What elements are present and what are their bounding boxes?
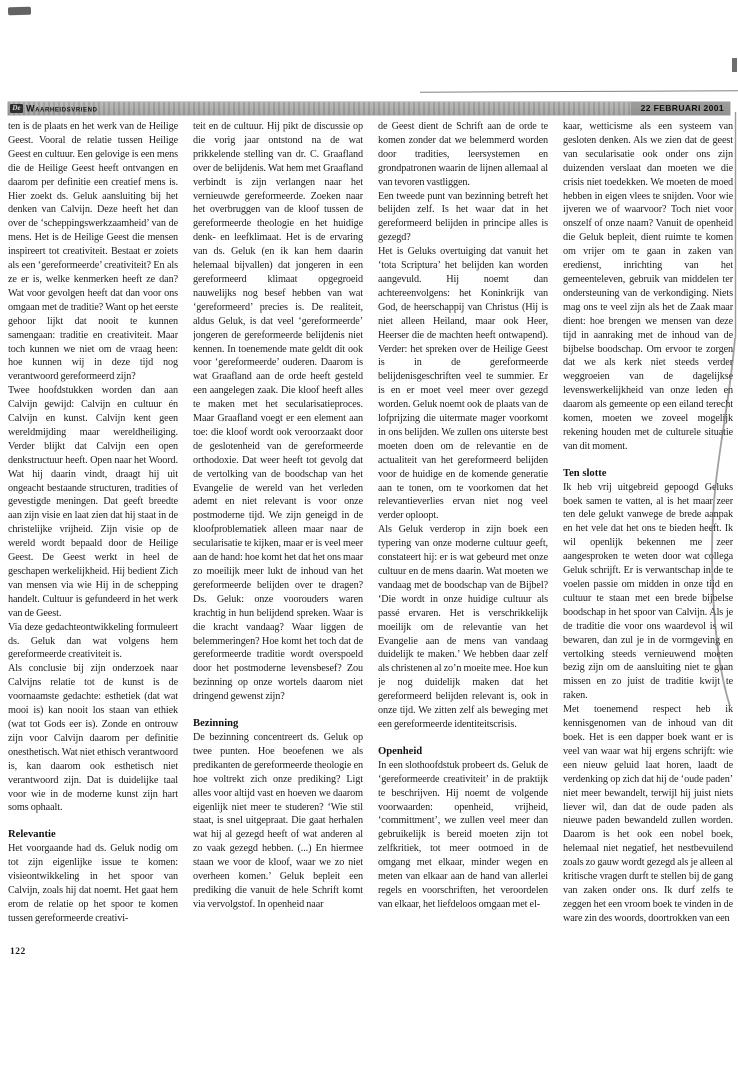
text-column (378, 120, 548, 960)
body-paragraph: Twee hoofdstukken worden dan aan Calvijn gewijd: Calvijn en cultuur én Calvijn en kunst. Calvijn kent geen wereldmijding maar wereldheiliging. Verder blijkt dat Calvijn een open denkstructuur heeft. Open naar het Woord. Wat hij daarin vindt, draagt hij uit ongeacht bestaande structuren, tradities of gevestigde meningen. Dat geeft breedte aan zijn visie en laat zien dat hij staat in de christelijke vrijheid. Zijn visie op de wereld wordt bepaald door de Heilige Geest. De Geest werkt in heel de geschapen werkelijkheid. Hij bedient Zich van mensen via wie Hij in de schepping handelt. Cultuur is gefundeerd in het werk van de Geest. (8, 385, 178, 619)
issue-date: 22 FEBRUARI 2001 (631, 102, 730, 115)
body-paragraph: kaar, wetticisme als een systeem van gesloten denken. Als we zien dat de geest van secularisatie ook onder ons zijn duizenden verslaat dan moeten we die crisis niet toedekken. We moeten de moed hebben in eigen vlees te snijden. Voor wie ijveren we of waarvoor? Toch niet voor onszelf of onze naam? Vanuit de openheid die Geluk bepleit, dient ruimte te komen om vrijer om te gaan in zaken van eredienst, inrichting van het gemeenteleven, gebruik van middelen ter ondersteuning van de verkondiging. Niets mag ons te veel zijn als het de Zaak maar dient: hoe brengen we mensen van deze tijd in aanraking met de inhoud van de bijbelse boodschap. Om ervoor te zorgen dat we als kerk niet steeds verder weggroeien van de dagelijkse levenswerkelijkheid van onze leden en daarom als gemeente op een eiland terecht komen, moeten we zoveel mogelijk rekening houden met de culturele situatie van dit moment. (563, 121, 733, 452)
text-column (193, 120, 363, 960)
text-column (8, 120, 178, 960)
body-paragraph: Via deze gedachteontwikkeling formuleert ds. Geluk dan wat volgens hem gereformeerde creativiteit is. (8, 621, 178, 661)
body-paragraph: Het is Geluks overtuiging dat vanuit het ‘tota Scriptura’ het belijden kan worden aangevuld. Hij noemt dan achtereenvolgens: het Koninkrijk van God, de heerschappij van Christus (Hij is niet alleen Heiland, maar ook Heer, Heerser die de machten heeft ontwapend). Verder: het spreken over de Heilige Geest is in de gereformeerde belijdenisgeschriften veel te summier. Er is en er moet veel meer over gezegd worden. Geluk noemt ook de plaats van de lofprijzing die uitermate mager voorkomt in ons belijden. We zullen ons uiterste best moeten doen om de relevantie en de actualiteit van het gereformeerd belijden voor de huidige en de komende generatie aan te tonen, om te voorkomen dat het relevantieverlies ervan niet nog veel verder oploopt. (378, 246, 548, 522)
body-paragraph: Als Geluk verderop in zijn boek een typering van onze moderne cultuur geeft, constateert hij: er is wat gebeurd met onze cultuur en de mens daarin. Wat moeten we vandaag met de boodschap van de Bijbel? ‘Die wordt in onze huidige cultuur als passé ervaren. Het is verschrikkelijk moeilijk om de relevantie van het Evangelie aan de mens van vandaag duidelijk te maken.’ We hebben daar zelf als christenen al zo’n moeite mee. Hoe kun je nog duidelijk maken dat het gereformeerd belijden relevant is, ook in onze tijd. We zitten zelf als beweging met een gereformeerde identiteitscrisis. (378, 524, 548, 730)
top-rule (420, 90, 738, 93)
magazine-logo-icon: De (10, 104, 23, 113)
section-heading: Ten slotte (563, 467, 607, 479)
body-paragraph: ten is de plaats en het werk van de Heilige Geest. Vooral de relatie tussen Heilige Geest en cultuur. Een gelovige is een mens die de Heilige Geest heeft ontvangen en daarom per definitie een creatief mens is. Hier zoekt ds. Geluk aansluiting bij het denken van Calvijn. Deze heeft het dan over de ‘scheppingswerkzaamheid’ van de mens. Het is de Heilige Geest die mensen inspireert tot creativiteit. Bestaat er zoiets als een ‘gereformeerde’ creativiteit? En als ze er is, welke kenmerken heeft ze dan? Wat voor gevolgen heeft dat dan voor ons omgaan met de traditie? Want op het eerste gehoor lijkt dat nooit te kunnen samengaan: traditie en creativiteit. Maar toch kunnen we niet om de vraag heen: hoe kunnen wij in deze tijd nog verantwoord gereformeerd zijn? (8, 121, 178, 383)
body-paragraph: Ik heb vrij uitgebreid gepoogd Geluks boek samen te vatten, al is het maar zeer ten dele gelukt vanwege de brede aanpak en het vele dat het ons te bieden heeft. Ik wil openlijk bekennen me zeer aangesproken te weten door wat collega Geluk schrijft. Er is verwantschap in de te voelen passie om midden in onze tijd en cultuur te staan met een brede bijbelse boodschap in het spoor van Calvijn. Als je de traditie die voor ons waardevol is wil bewaren, dan zul je in de vormgeving en vertolking steeds vernieuwend moeten bezig zijn om de aansluiting niet te gaan missen en zo juist de traditie kwijt te raken. (563, 481, 733, 702)
masthead-left (8, 104, 98, 114)
body-paragraph: teit en de cultuur. Hij pikt de discussie op die vorig jaar ontstond na de wat prikkelende stelling van dr. C. Graafland over de belijdenis. Wat hem met Graafland verbindt is zijn verlangen naar het vernieuwde gereformeerde. Zoeken naar het overbruggen van de kloof tussen de gereformeerde theologie en het huidige denk- en leefklimaat. Het is de ervaring van ds. Geluk (en ik kan hem daarin helemaal bijvallen) dat jongeren in een gereformeerd klimaat opgegroeid nauwelijks nog besef hebben van wat ‘gereformeerd’ precies is. De realiteit, aldus Geluk, is dat veel ‘gereformeerde’ jongeren de gereformeerde belijdenis niet kennen. In toenemende mate geldt dit ook voor ‘gereformeerde’ ouderen. Daarom is wat Graafland aan de orde heeft gesteld een aangelegen zaak. Die kloof heeft alles te maken met het secularisatieproces. Maar Graafland voegt er een element aan toe: die kloof wordt ook veroorzaakt door de geslotenheid van de gereformeerde orthodoxie. Dat weer heeft tot gevolg dat de vertolking van de boodschap van het Evangelie de wereld van het verleden ademt en niet relevant is voor onze postmoderne tijd. We zijn geneigd in de kloofproblematiek alleen maar naar de secularisatie te kijken, maar er is veel meer aan de hand: hoe komt het dat het ons maar zo moeilijk meer lukt de inhoud van het gereformeerde belijden over te dragen? Ds. Geluk: onze voorouders waren krachtig in hun belijdend spreken. Waar is die kracht vandaag? Waar liggen de belemmeringen? Hoe komt het toch dat de gereformeerde traditie wordt overspoeld door het postmoderne levensbesef? Zou bezinning op onze wortels daarom niet dringend gewenst zijn? (193, 121, 363, 703)
text-column (563, 120, 733, 960)
article-body (8, 120, 733, 960)
section-heading: Bezinning (193, 718, 239, 730)
section-heading: Openheid (378, 745, 423, 757)
body-paragraph: Als conclusie bij zijn onderzoek naar Calvijns relatie tot de kunst is de voornaamste gedachte: esthetiek (dat wat mooi is) kan nooit los staan van ethiek (wat tot Gods eer is). Zonde en ontrouw zijn voor Calvijn daarom per definitie onesthetisch. Wat niet ethisch verantwoord is, kan daarom ook esthetisch niet verantwoord zijn. Dat is duidelijke taal voor wie in de moderne kunst zijn hart soms ophaalt. (8, 663, 178, 814)
body-paragraph: de Geest dient de Schrift aan de orde te komen zonder dat we belemmerd worden door tradities, leersystemen en grondpatronen waarin de lijnen allemaal al van tevoren vastliggen. (378, 121, 548, 188)
page-edge-mark (732, 58, 737, 72)
body-paragraph: Een tweede punt van bezinning betreft het belijden zelf. Is het waar dat in het gereformeerd belijden in principe alles is gezegd? (378, 190, 548, 244)
body-paragraph: Met toenemend respect heb ik kennisgenomen van de inhoud van dit boek. Het is een dapper boek want er is veel van waar wat hij ergens schrijft: wie een nieuw geluid laat horen, laadt de verdenking op zich dat hij de ‘oude paden’ niet meer bewandelt, terwijl hij juist niets liever wil, dan dat de oude paden als nieuwe paden bewandeld zullen worden. Daarom is het ook een nobel boek, helemaal niet negatief, het nestbevuilend zoals zo gauw wordt gezegd als je alleen al kritische vragen durft te stellen bij de gang van zaken onder ons. Ik durf zelfs te zeggen het een vroom boek te vinden in de ware zin des woords, doortrokken van een (563, 704, 733, 924)
body-paragraph: De bezinning concentreert ds. Geluk op twee punten. Hoe beoefenen we als predikanten de gereformeerde theologie en hoe voltrekt zich onze prediking? Ligt alles voor altijd vast en hoeven we daarom eigenlijk niet meer te studeren? ‘Wie stil staat, is snel uitgepraat. Die gaat herhalen wat hij al gezegd heeft of wat anderen al zo vaak gezegd hebben. (...) En hiermee staan we voor de kloof, waar we zo niet overheen komen.’ Geluk bepleit een prediking die vanuit de hele Schrift komt via vervolgstof. In openheid naar (193, 731, 363, 910)
page-number: 122 (10, 947, 26, 957)
section-heading: Relevantie (8, 829, 56, 841)
body-paragraph: In een slothoofdstuk probeert ds. Geluk de ‘gereformeerde creativiteit’ in de praktijk te beschrijven. Hij noemt de volgende voorwaarden: openheid, vrijheid, ‘committment’, we zullen veel meer dan gebruikelijk is bereid moeten zijn tot zelfkritiek, tot meer ootmoed in de omgang met elkaar, minder wegen en meten van elkaar aan de hand van allerlei regels en voorschriften, het veroordelen van elkaar, het liefdeloos omgaan met el- (378, 759, 548, 910)
masthead-bar (8, 102, 730, 115)
scan-smudge (8, 7, 31, 16)
body-paragraph: Het voorgaande had ds. Geluk nodig om tot zijn eigenlijke issue te komen: visieontwikkeling in het spoor van Calvijn, zoals hij dat noemt. Het gaat hem erom de relatie op het spoor te komen tussen gereformeerde creativi- (8, 843, 178, 924)
masthead-title: Waarheidsvriend (26, 103, 98, 113)
